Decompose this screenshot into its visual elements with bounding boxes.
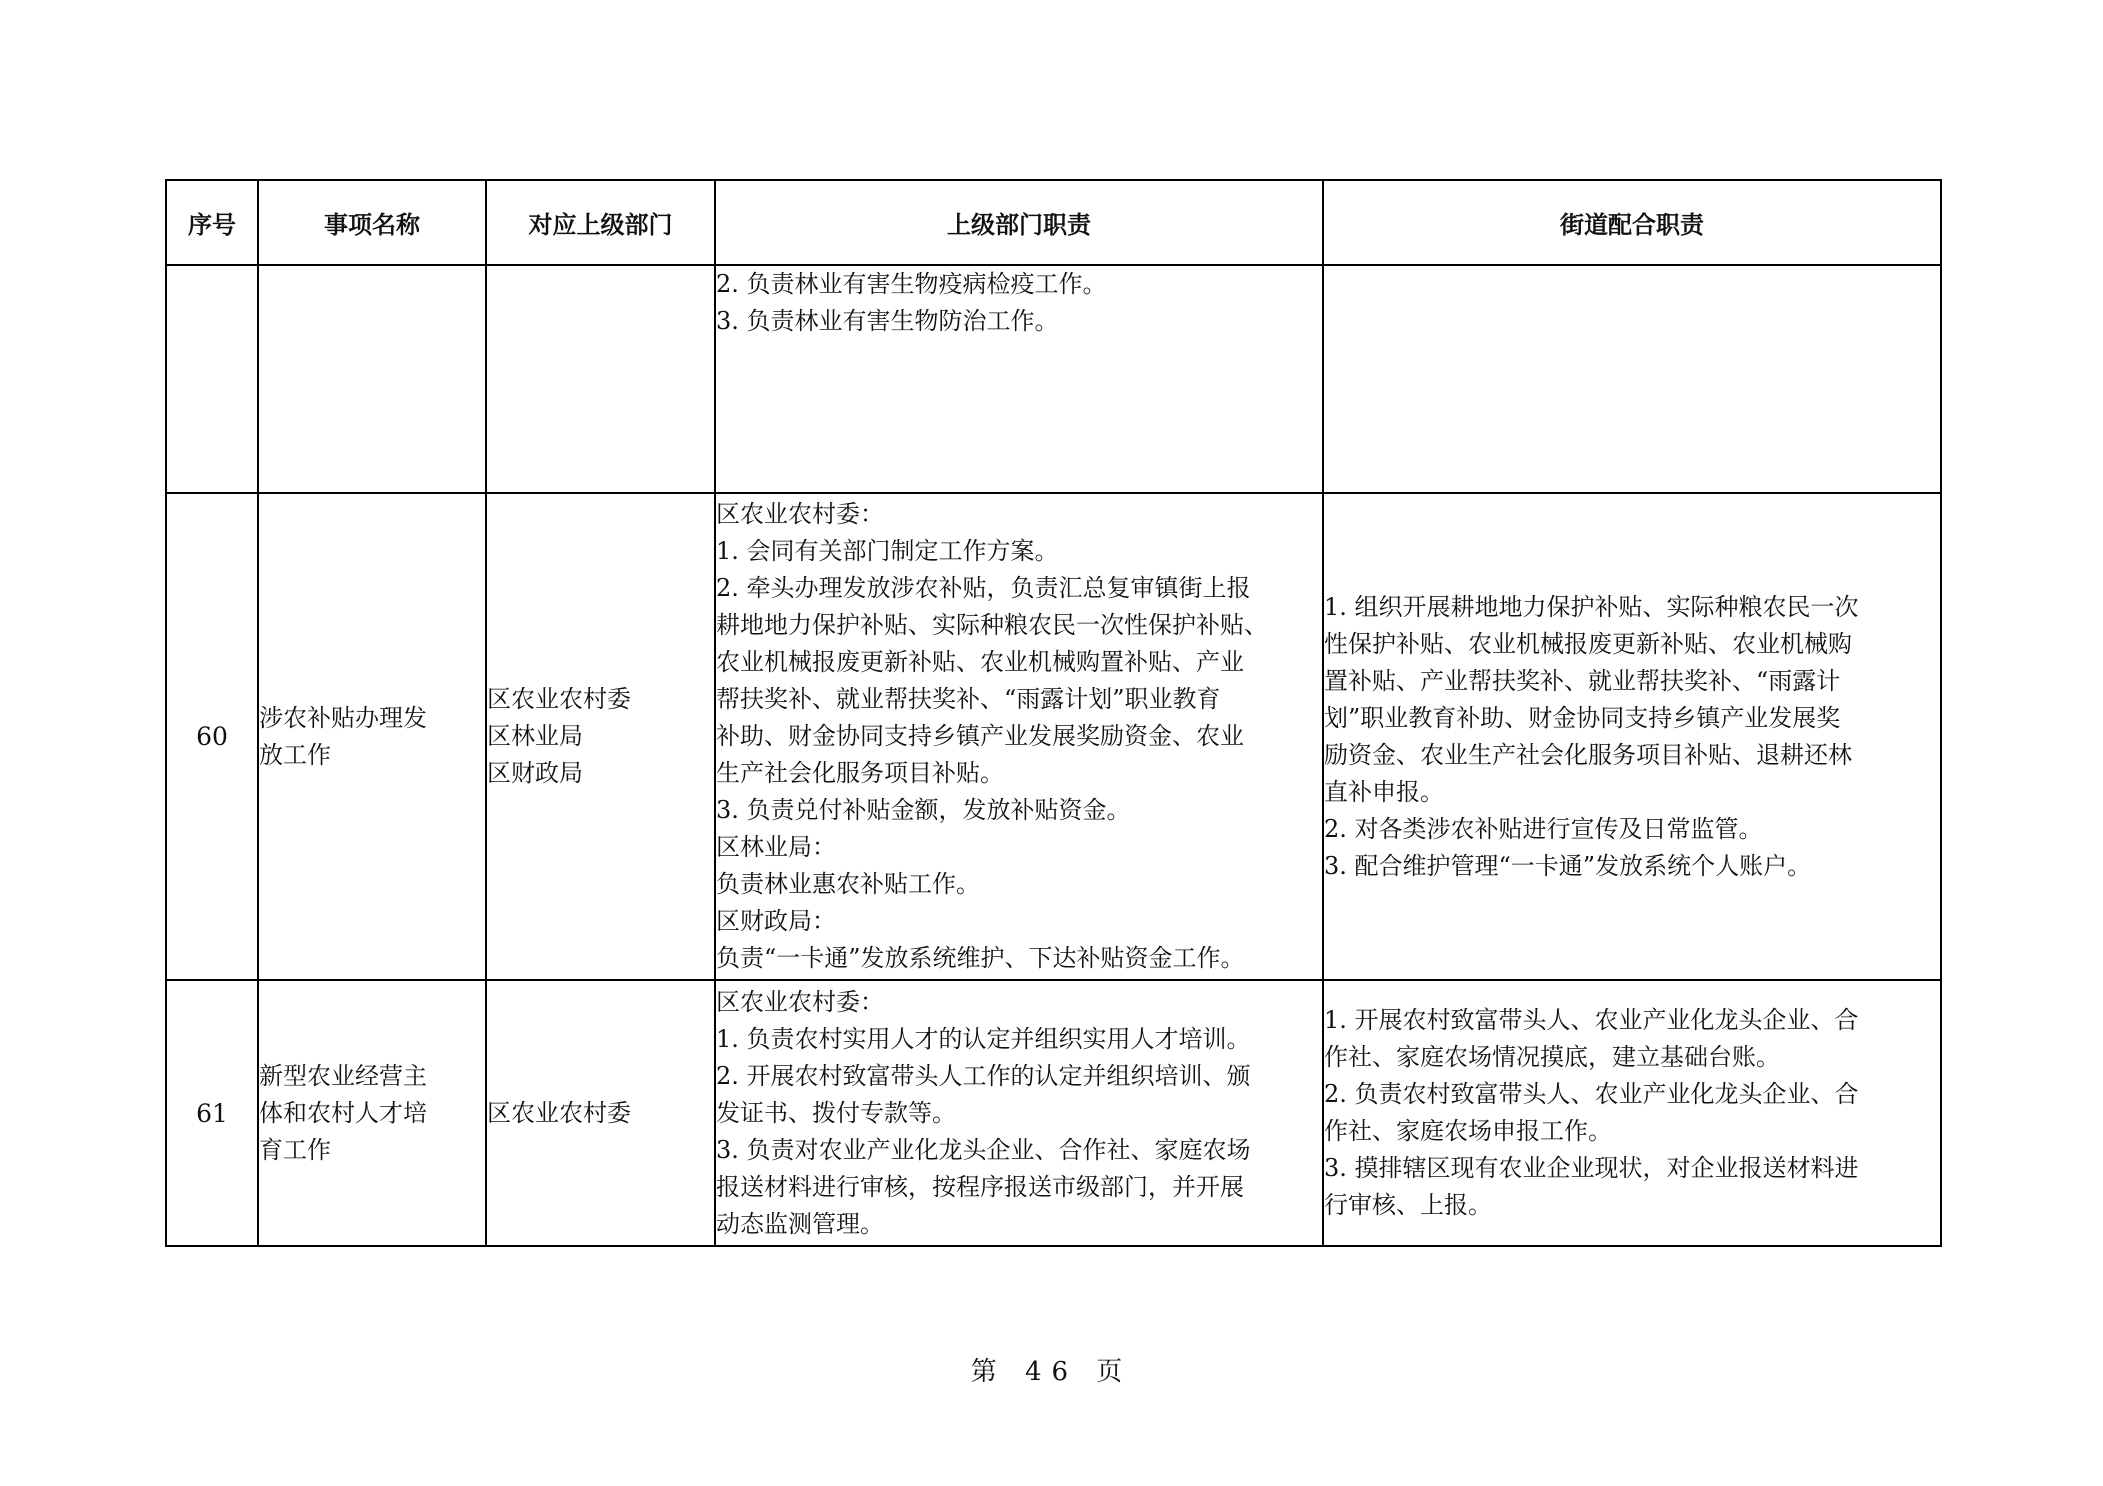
row-seq: 60 (166, 493, 258, 980)
text-line: 性保护补贴、农业机械报废更新补贴、农业机械购 (1324, 629, 1852, 658)
text-line: 3. 负责兑付补贴金额，发放补贴资金。 (716, 796, 1131, 824)
row-seq: 61 (166, 980, 258, 1246)
text-line: 负责“一卡通”发放系统维护、下达补贴资金工作。 (716, 944, 1245, 972)
table-row (166, 493, 1941, 980)
text-line: 1. 组织开展耕地地力保护补贴、实际种粮农民一次 (1324, 592, 1859, 621)
row-upper-duties (715, 265, 1323, 493)
row-street-duties (1323, 980, 1941, 1246)
text-line: 区财政局 (487, 759, 583, 787)
text-line: 3. 负责林业有害生物防治工作。 (716, 307, 1059, 335)
row-item-name (258, 265, 486, 493)
text-line: 作社、家庭农场情况摸底，建立基础台账。 (1324, 1043, 1780, 1071)
text-line: 涉农补贴办理发 (259, 703, 427, 732)
row-upper-duties (715, 980, 1323, 1246)
text-line: 置补贴、产业帮扶奖补、就业帮扶奖补、“雨露计 (1324, 666, 1841, 695)
text-line: 1. 开展农村致富带头人、农业产业化龙头企业、合 (1324, 1006, 1859, 1034)
text-line: 区农业农村委： (716, 500, 884, 528)
table-row (166, 980, 1941, 1246)
text-line: 负责林业惠农补贴工作。 (716, 870, 980, 898)
row-street-duties (1323, 493, 1941, 980)
text-line: 发证书、拨付专款等。 (716, 1098, 956, 1127)
header-row (166, 180, 1941, 265)
text-line: 育工作 (259, 1135, 331, 1164)
text-line: 2. 对各类涉农补贴进行宣传及日常监管。 (1324, 814, 1763, 843)
text-line: 行审核、上报。 (1324, 1191, 1492, 1219)
header-upper-dept: 对应上级部门 (486, 180, 715, 265)
row-depts (486, 493, 715, 980)
text-line: 3. 配合维护管理“一卡通”发放系统个人账户。 (1324, 851, 1812, 880)
header-seq: 序号 (166, 180, 258, 265)
row-seq (166, 265, 258, 493)
text-line: 补助、财金协同支持乡镇产业发展奖励资金、农业 (716, 722, 1244, 750)
table-row (166, 265, 1941, 493)
text-line: 帮扶奖补、就业帮扶奖补、“雨露计划”职业教育 (716, 685, 1221, 713)
text-line: 1. 会同有关部门制定工作方案。 (716, 537, 1059, 565)
text-line: 报送材料进行审核，按程序报送市级部门，并开展 (716, 1172, 1244, 1201)
text-line: 区农业农村委 (487, 685, 631, 713)
text-line: 农业机械报废更新补贴、农业机械购置补贴、产业 (716, 648, 1244, 676)
text-line: 区财政局： (716, 907, 836, 935)
page-number: 第 46 页 (970, 1357, 1133, 1387)
text-line: 2. 负责林业有害生物疫病检疫工作。 (716, 270, 1107, 298)
text-line: 新型农业经营主 (259, 1061, 427, 1090)
header-upper-duties: 上级部门职责 (715, 180, 1323, 265)
text-line: 2. 开展农村致富带头人工作的认定并组织培训、颁 (716, 1061, 1251, 1090)
text-line: 区农业农村委： (716, 987, 884, 1016)
text-line: 耕地地力保护补贴、实际种粮农民一次性保护补贴、 (716, 611, 1268, 639)
text-line: 区林业局： (716, 833, 836, 861)
row-item-name (258, 493, 486, 980)
text-line: 区农业农村委 (487, 1098, 631, 1127)
text-line: 生产社会化服务项目补贴。 (716, 759, 1004, 787)
text-line: 放工作 (259, 740, 331, 769)
text-line: 直补申报。 (1324, 777, 1444, 806)
row-street-duties (1323, 265, 1941, 493)
duty-table (165, 179, 1942, 1247)
header-street-duties: 街道配合职责 (1323, 180, 1941, 265)
text-line: 励资金、农业生产社会化服务项目补贴、退耕还林 (1324, 740, 1852, 769)
row-item-name (258, 980, 486, 1246)
text-line: 划”职业教育补助、财金协同支持乡镇产业发展奖 (1324, 703, 1841, 732)
text-line: 作社、家庭农场申报工作。 (1324, 1117, 1612, 1145)
text-line: 体和农村人才培 (259, 1098, 427, 1127)
row-upper-duties (715, 493, 1323, 980)
text-line: 动态监测管理。 (716, 1209, 884, 1238)
text-line: 2. 牵头办理发放涉农补贴，负责汇总复审镇街上报 (716, 574, 1251, 602)
row-depts (486, 265, 715, 493)
text-line: 3. 摸排辖区现有农业企业现状，对企业报送材料进 (1324, 1154, 1859, 1182)
text-line: 3. 负责对农业产业化龙头企业、合作社、家庭农场 (716, 1135, 1251, 1164)
text-line: 区林业局 (487, 722, 583, 750)
text-line: 2. 负责农村致富带头人、农业产业化龙头企业、合 (1324, 1080, 1859, 1108)
row-depts (486, 980, 715, 1246)
header-item-name: 事项名称 (258, 180, 486, 265)
text-line: 1. 负责农村实用人才的认定并组织实用人才培训。 (716, 1024, 1251, 1053)
